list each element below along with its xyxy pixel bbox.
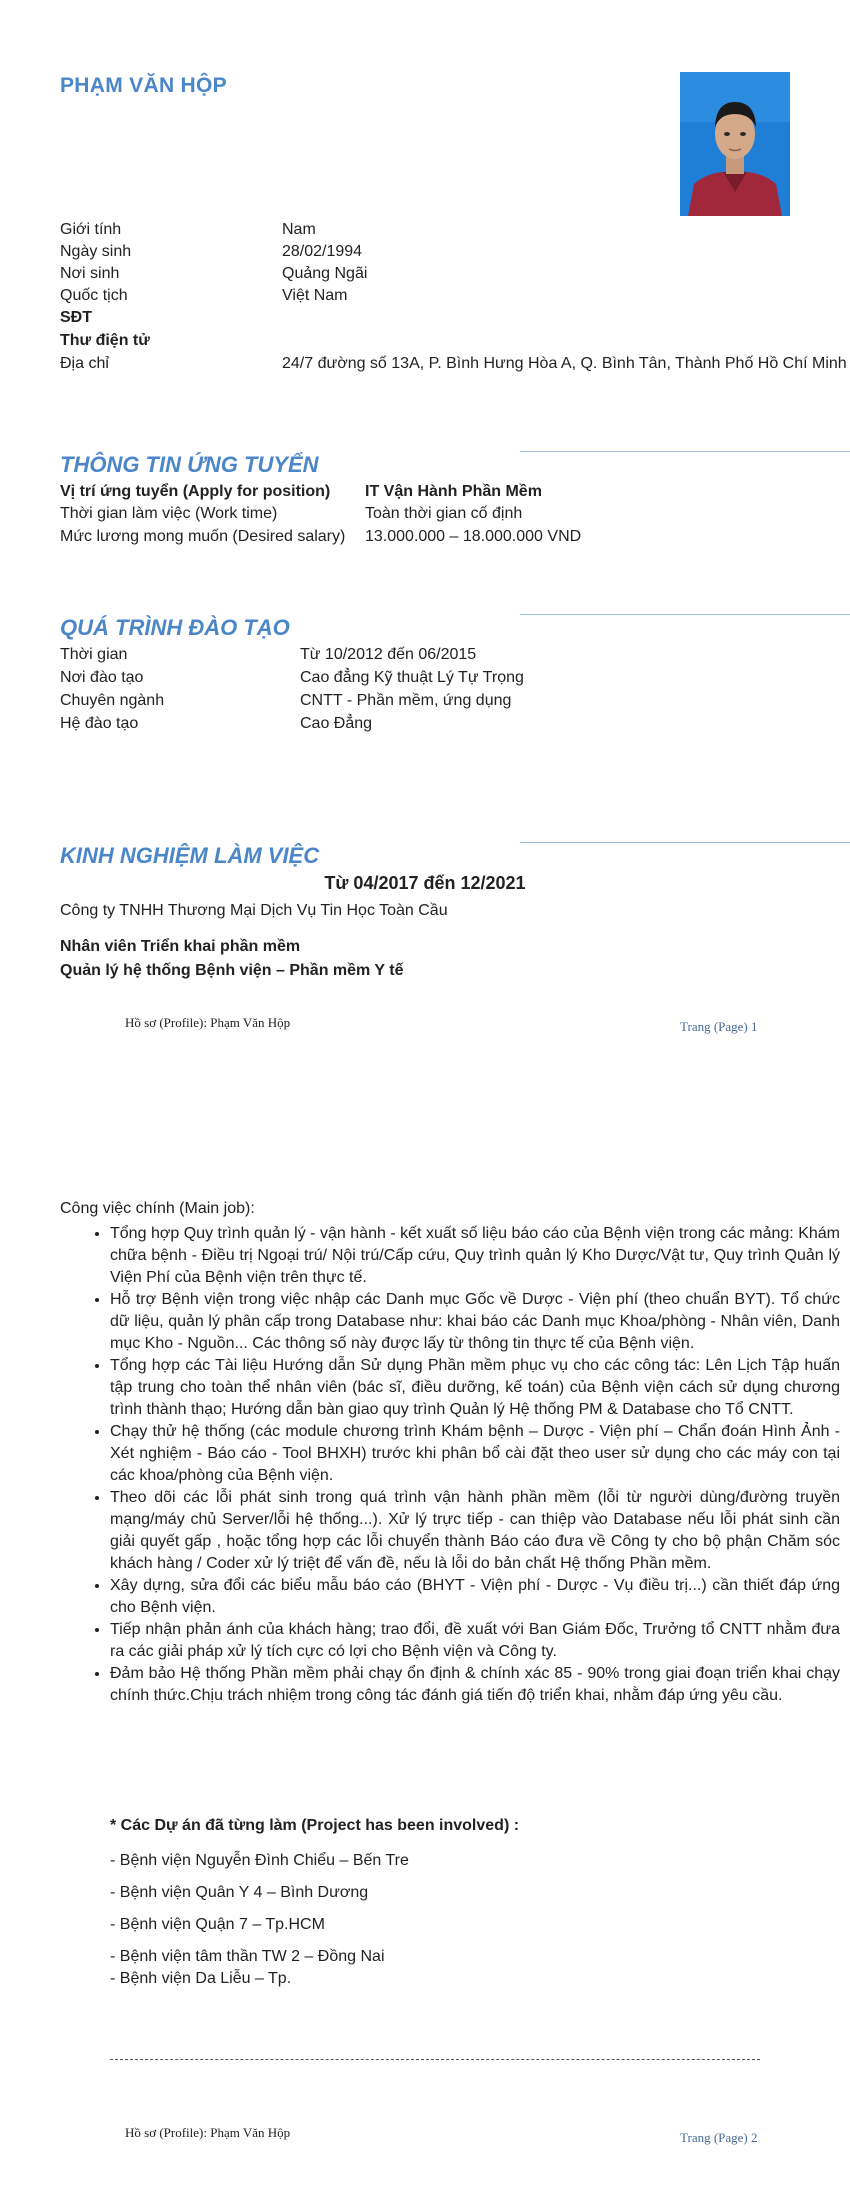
list-item: - Bệnh viện tâm thần TW 2 – Đồng Nai — [110, 1948, 385, 1965]
list-item: - Bệnh viện Quận 7 – Tp.HCM — [110, 1916, 325, 1933]
section-rule — [520, 451, 850, 452]
education-title: QUÁ TRÌNH ĐÀO TẠO — [60, 615, 290, 640]
footer-page-number: Trang (Page) 2 — [680, 2130, 758, 2145]
info-value: 24/7 đường số 13A, P. Bình Hưng Hòa A, Q. Bình Tân, Thành Phố Hồ Chí Minh — [282, 355, 847, 372]
list-item: • Xây dựng, sửa đổi các biểu mẫu báo cáo (BHYT - Viện phí - Dược - Vụ điều trị...) cần thiết đáp ứng cho Bệnh viện. — [110, 1575, 840, 1619]
list-item: • Chạy thử hệ thống (các module chương trình Khám bệnh – Dược - Viện phí – Chẩn đoán Hình Ảnh - Xét nghiệm - Báo cáo - Tool BHXH) trước khi phân bổ cài đặt theo user sử dụng cho các máy con tại các khoa/phòng của Bệnh viện. — [110, 1421, 840, 1487]
experience-subrole: Quản lý hệ thống Bệnh viện – Phần mềm Y tế — [60, 962, 404, 979]
experience-title: KINH NGHIỆM LÀM VIỆC — [60, 843, 320, 868]
experience-company: Công ty TNHH Thương Mại Dịch Vụ Tin Học Toàn Cầu — [60, 902, 448, 919]
section-rule — [520, 842, 850, 843]
info-label: Ngày sinh — [60, 243, 132, 260]
task-list — [60, 1223, 840, 1707]
list-item: • Hỗ trợ Bệnh viện trong việc nhập các Danh mục Gốc về Dược - Viện phí (theo chuẩn BYT). Tổ chức dữ liệu, quản lý phân cấp trong Database như: khai báo các Danh mục Khoa/phòng - Nhân viên, Danh mục Kho - Nguồn... Các thông số này được lấy từ thông tin thực tế của Bệnh viện. — [110, 1289, 840, 1355]
info-label: Quốc tịch — [60, 287, 128, 304]
list-item: - Bệnh viện Nguyễn Đình Chiểu – Bến Tre — [110, 1852, 409, 1869]
list-item: • Theo dõi các lỗi phát sinh trong quá trình vận hành phần mềm (lỗi từ người dùng/đường truyền mạng/máy chủ Server/lỗi hệ thống...). Xử lý trực tiếp - can thiệp vào Database nếu lỗi phát sinh cần giải quyết gấp , hoặc tổng hợp các lỗi chuyển thành Báo cáo đưa về Công ty cho bộ phận Chăm sóc khách hàng / Coder xử lý triệt để vấn đề, nếu là lỗi do bản chất Hệ thống Phần mềm. — [110, 1487, 840, 1575]
row-value: Toàn thời gian cố định — [365, 505, 523, 522]
list-item: - Bệnh viện Quân Y 4 – Bình Dương — [110, 1884, 369, 1901]
application-title: THÔNG TIN ỨNG TUYỂN — [60, 452, 319, 477]
footer-page-number: Trang (Page) 1 — [680, 1019, 758, 1034]
info-label: Địa chỉ — [60, 355, 109, 372]
row-label: Thời gian làm việc (Work time) — [60, 505, 278, 522]
info-label: SĐT — [60, 309, 92, 326]
divider — [110, 2059, 760, 2060]
info-value: Nam — [282, 221, 316, 238]
list-item: • Tiếp nhận phản ánh của khách hàng; trao đổi, đề xuất với Ban Giám Đốc, Trưởng tổ CNTT nhằm đưa ra các giải pháp xử lý tích cực có lợi cho Bệnh viện và Công ty. — [110, 1619, 840, 1663]
row-value: IT Vận Hành Phần Mềm — [365, 483, 542, 500]
row-label: Mức lương mong muốn (Desired salary) — [60, 528, 346, 545]
footer-profile: Hồ sơ (Profile): Phạm Văn Hộp — [125, 1015, 291, 1030]
row-value: Từ 10/2012 đến 06/2015 — [300, 646, 477, 663]
list-item: • Tổng hợp các Tài liệu Hướng dẫn Sử dụng Phần mềm phục vụ cho các công tác: Lên Lịch Tập huấn tập trung cho toàn thể nhân viên (bác sĩ, điều dưỡng, kế toán) của Bệnh viện cách sử dụng chương trình thành thạo; Hướng dẫn bàn giao quy trình Quản lý Hệ thống PM & Database cho Tổ CNTT. — [110, 1355, 840, 1421]
projects-title: * Các Dự án đã từng làm (Project has been involved) : — [110, 1817, 520, 1834]
info-value: Quảng Ngãi — [282, 265, 368, 282]
profile-photo — [680, 72, 790, 216]
main-job-label: Công việc chính (Main job): — [60, 1200, 255, 1217]
row-value: Cao đẳng Kỹ thuật Lý Tự Trọng — [300, 669, 524, 686]
experience-role: Nhân viên Triển khai phần mềm — [60, 938, 301, 955]
row-value: CNTT - Phần mềm, ứng dụng — [300, 692, 512, 709]
list-item: • Tổng hợp Quy trình quản lý - vận hành - kết xuất số liệu báo cáo của Bệnh viện trong các mảng: Khám chữa bệnh - Điều trị Ngoại trú/ Nội trú/Cấp cứu, Quy trình quản lý Kho Dược/Vật tư, Quy trình Quản lý Viện Phí của Bệnh viện trên thực tế. — [110, 1223, 840, 1289]
info-label: Thư điện tử — [60, 332, 150, 349]
experience-period: Từ 04/2017 đến 12/2021 — [324, 873, 526, 893]
row-value: Cao Đẳng — [300, 715, 373, 732]
candidate-name: PHẠM VĂN HỘP — [60, 74, 227, 97]
row-label: Hệ đào tạo — [60, 715, 139, 732]
list-item: - Bệnh viện Da Liễu – Tp. — [110, 1970, 292, 1987]
row-value: 13.000.000 – 18.000.000 VND — [365, 528, 582, 545]
info-label: Nơi sinh — [60, 265, 120, 282]
row-label: Chuyên ngành — [60, 692, 165, 709]
footer-profile: Hồ sơ (Profile): Phạm Văn Hộp — [125, 2125, 291, 2140]
list-item: • Đảm bảo Hệ thống Phần mềm phải chạy ổn định & chính xác 85 - 90% trong giai đoạn triển khai chạy chính thức.Chịu trách nhiệm trong công tác đánh giá tiến độ triển khai, nhằm đáp ứng yêu cầu. — [110, 1663, 840, 1707]
row-label: Vị trí ứng tuyển (Apply for position) — [60, 483, 331, 500]
info-label: Giới tính — [60, 221, 122, 238]
project-list — [110, 1850, 790, 1990]
section-rule — [520, 614, 850, 615]
row-label: Nơi đào tạo — [60, 669, 144, 686]
row-label: Thời gian — [60, 646, 128, 663]
info-value: 28/02/1994 — [282, 243, 363, 260]
info-value: Việt Nam — [282, 287, 348, 304]
